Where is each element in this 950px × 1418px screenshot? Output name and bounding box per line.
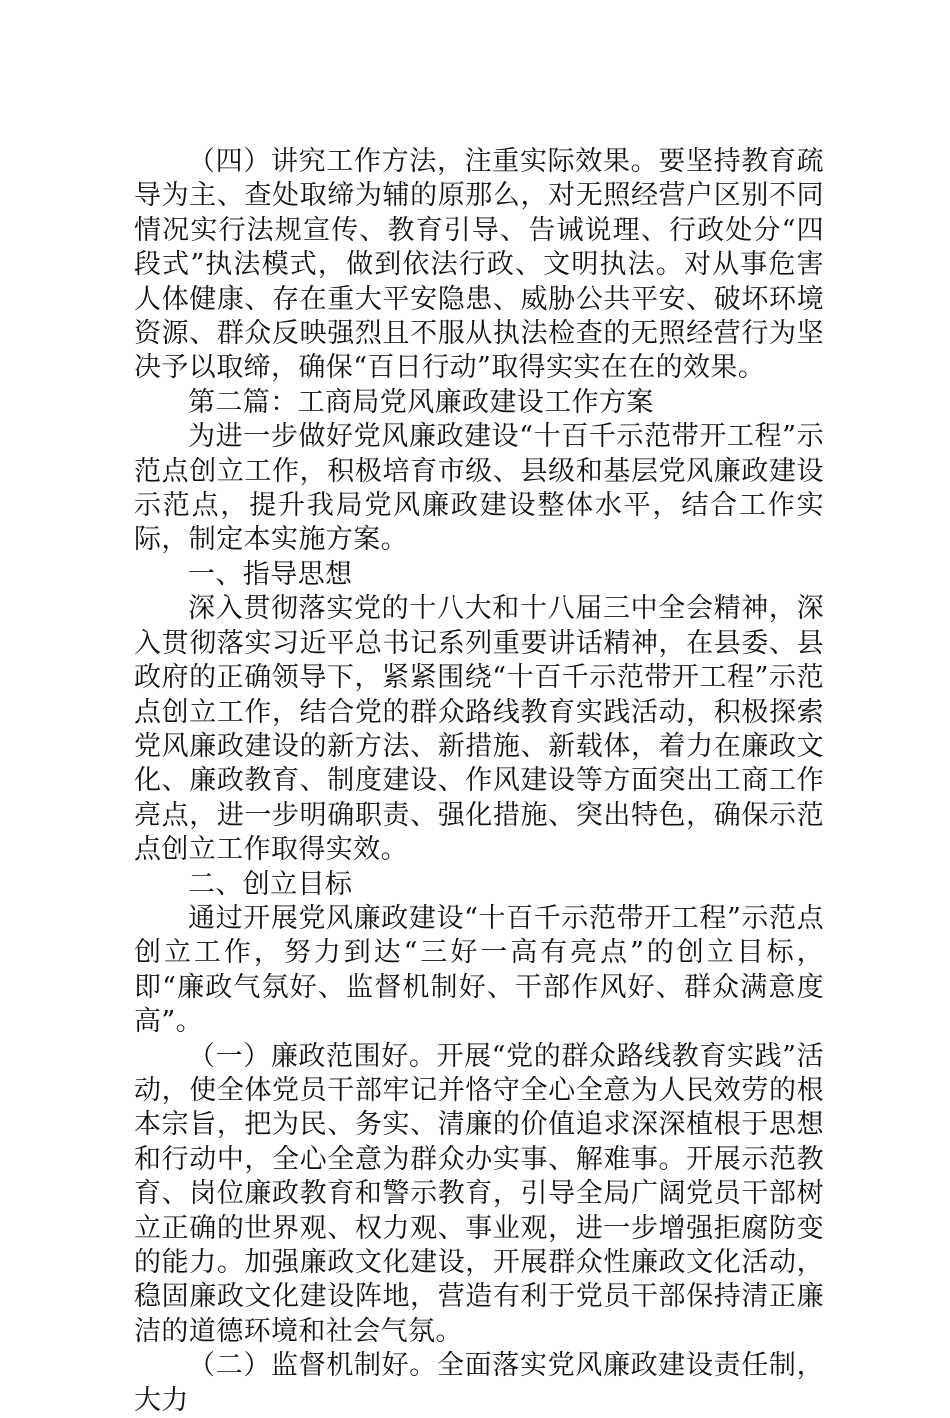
chapter-title: 第二篇：工商局党风廉政建设工作方案: [188, 386, 654, 418]
paragraph-intro: 为进一步做好党风廉政建设“十百千示范带开工程”示范点创立工作，积极培育市级、县级和基层党风廉政建设示范点，提升我局党风廉政建设整体水平，结合工作实际，制定本实施方案。: [134, 421, 824, 556]
section-heading-guiding-ideology: 一、指导思想: [188, 558, 353, 590]
document-body: [134, 145, 824, 1418]
section-heading-goals: 二、创立目标: [188, 868, 353, 900]
paragraph-guiding-ideology: 深入贯彻落实党的十八大和十八届三中全会精神，深入贯彻落实习近平总书记系列重要讲话精神，在县委、县政府的正确领导下，紧紧围绕“十百千示范带开工程”示范点创立工作，结合党的群众路线教育实践活动，积极探索党风廉政建设的新方法、新措施、新载体，着力在廉政文化、廉政教育、制度建设、作风建设等方面突出工商工作亮点，进一步明确职责、强化措施、突出特色，确保示范点创立工作取得实效。: [134, 593, 824, 866]
paragraph-integrity-scope: （一）廉政范围好。开展“党的群众路线教育实践”活动，使全体党员干部牢记并恪守全心全意为人民效劳的根本宗旨，把为民、务实、清廉的价值追求深深植根于思想和行动中，全心全意为群众办实事、解难事。开展示范教育、岗位廉政教育和警示教育，引导全局广阔党员干部树立正确的世界观、权力观、事业观，进一步增强拒腐防变的能力。加强廉政文化建设，开展群众性廉政文化活动，稳固廉政文化建设阵地，营造有利于党员干部保持清正廉洁的道德环境和社会气氛。: [134, 1040, 824, 1347]
paragraph-goals: 通过开展党风廉政建设“十百千示范带开工程”示范点创立工作，努力到达“三好一高有亮点”的创立目标，即“廉政气氛好、监督机制好、干部作风好、群众满意度高”。: [134, 902, 824, 1038]
paragraph-supervision: （二）监督机制好。全面落实党风廉政建设责任制，大力: [134, 1350, 824, 1416]
paragraph-work-method: （四）讲究工作方法，注重实际效果。要坚持教育疏导为主、查处取缔为辅的原那么，对无照经营户区别不同情况实行法规宣传、教育引导、告诫说理、行政处分“四段式”执法模式，做到依法行政、文明执法。对从事危害人体健康、存在重大平安隐患、威胁公共平安、破坏环境资源、群众反映强烈且不服从执法检查的无照经营行为坚决予以取缔，确保“百日行动”取得实实在在的效果。: [134, 146, 824, 384]
